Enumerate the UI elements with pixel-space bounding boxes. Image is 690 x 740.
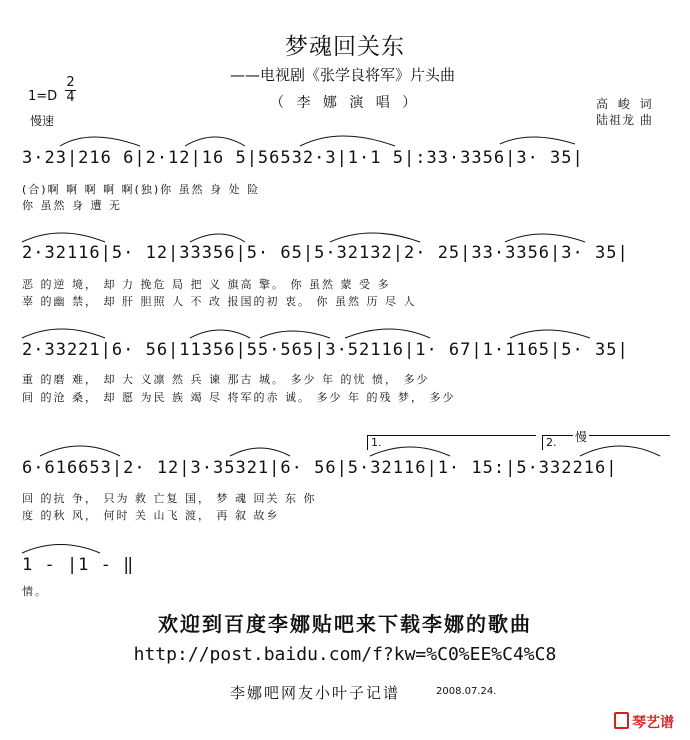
lyrics-line-1a: (合)啊 啊 啊 啊 啊(独)你 虽然 身 处 险: [22, 183, 261, 196]
tempo-marking: 慢速: [30, 114, 55, 128]
notation-line-5: 1 - |1 - ‖: [22, 555, 135, 575]
transcriber-credit: 李娜吧网友小叶子记谱: [230, 684, 401, 702]
singer-credit: （ 李 娜 演 唱 ）: [270, 95, 421, 111]
lyrics-line-2a: 恶 的逆 境， 却 力 挽危 局 把 义 旗高 擎。 你 虽然 蒙 受 多: [22, 278, 391, 291]
lyrics-line-4b: 度 的秋 风， 何时 关 山飞 渡， 再 叙 故乡: [22, 509, 280, 522]
song-subtitle: ——电视剧《张学良将军》片头曲: [230, 66, 456, 84]
song-title: 梦魂回关东: [285, 34, 405, 60]
lyrics-line-4a: 回 的抗 争， 只为 救 亡复 国， 梦 魂 回关 东 你: [22, 492, 317, 505]
site-logo: [614, 712, 674, 732]
notation-line-1: 3·23|216 6|2·12|16 5|56532·3|1·1 5|:33·3356|3· 35|: [22, 148, 584, 168]
volta-second-ending: 2.: [542, 435, 670, 450]
notation-line-2: 2·32116|5· 12|33356|5· 65|5·32132|2· 25|33·3356|3· 35|: [22, 243, 629, 263]
notation-line-4: 6·616653|2· 12|3·35321|6· 56|5·32116|1· 15:|5·332216|: [22, 458, 618, 478]
time-signature-bottom: 4: [66, 90, 75, 105]
logo-icon: [614, 712, 629, 729]
composer-credit: 陆祖龙 曲: [596, 113, 653, 127]
time-signature-top: 2: [66, 75, 75, 90]
lyrics-line-2b: 辜 的幽 禁， 却 肝 胆照 人 不 改 报国的初 衷。 你 虽然 历 尽 人: [22, 295, 417, 308]
transcription-date: 2008.07.24.: [436, 686, 497, 697]
forum-url: http://post.baidu.com/f?kw=%C0%EE%C4%C8: [133, 644, 557, 665]
lyrics-line-5a: 情。: [22, 585, 48, 598]
logo-text: 琴艺谱: [632, 715, 674, 731]
welcome-banner: 欢迎到百度李娜贴吧来下载李娜的歌曲: [158, 612, 532, 636]
key-signature: 1=D: [28, 89, 58, 104]
lyrics-line-3a: 重 的磨 难， 却 大 义凛 然 兵 谏 那古 城。 多少 年 的忧 愤， 多少: [22, 373, 430, 386]
volta-first-ending: 1.: [367, 435, 536, 450]
lyrics-line-1b: 你 虽然 身 遭 无: [22, 199, 122, 212]
notation-line-3: 2·33221|6· 56|11356|55·565|3·52116|1· 67|1·1165|5· 35|: [22, 340, 629, 360]
lyricist-credit: 高 峻 词: [596, 97, 655, 111]
lyrics-line-3b: 间 的沧 桑， 却 愿 为民 族 竭 尽 将军的赤 诚。 多少 年 的残 梦， 多少: [22, 391, 456, 404]
slow-marking: 慢: [575, 430, 588, 444]
